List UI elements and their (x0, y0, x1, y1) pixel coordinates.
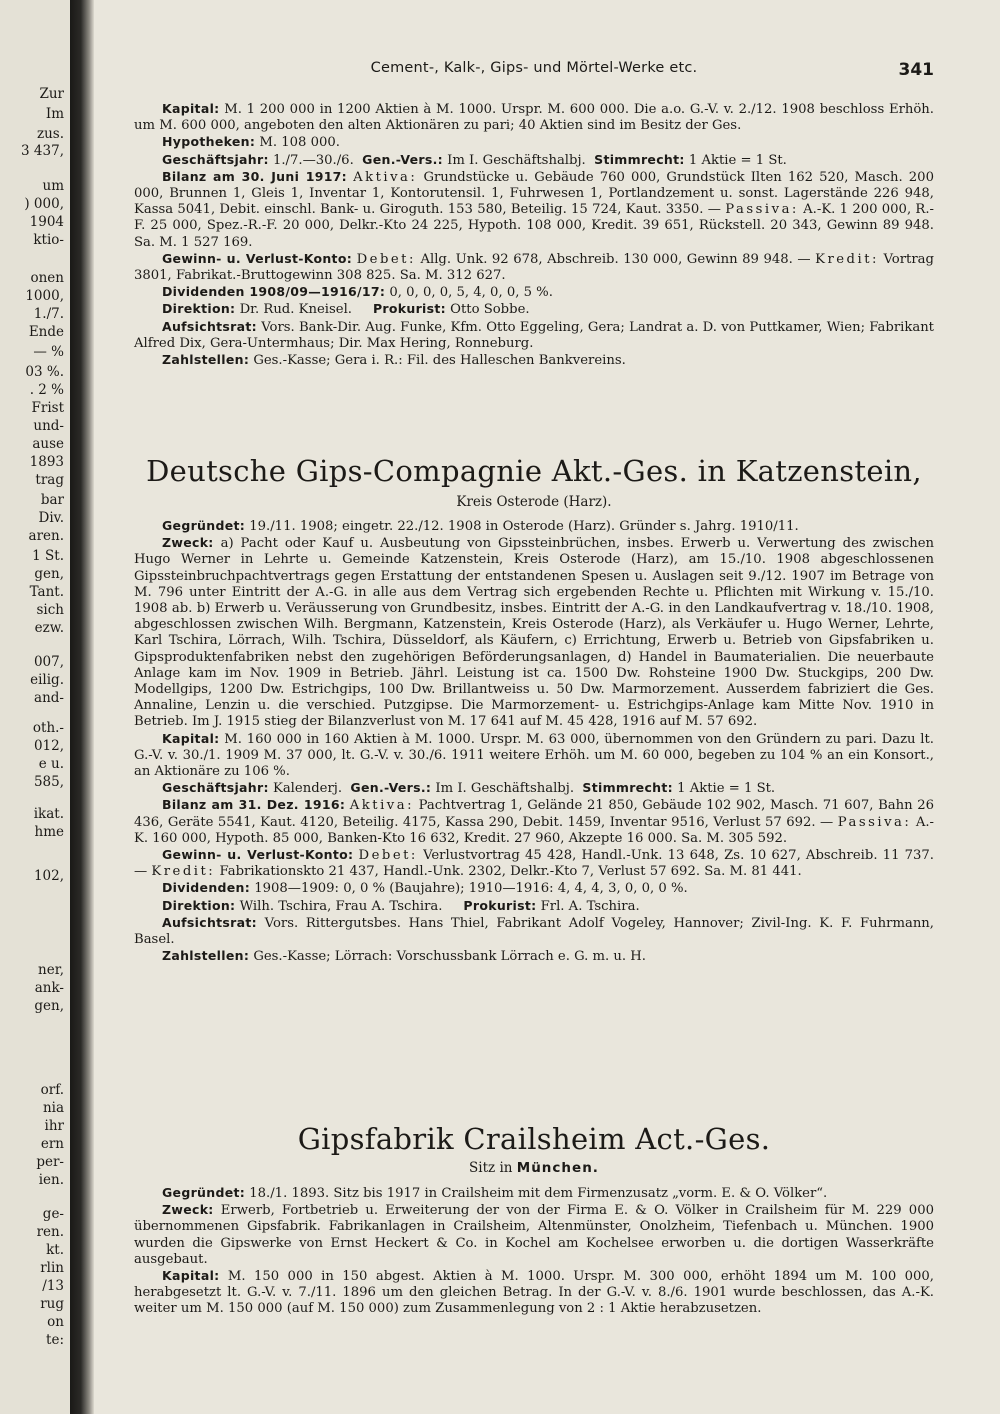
label-direktion: Direktion: (162, 301, 236, 317)
stimmrecht-text: 1 Aktie = 1 St. (677, 781, 776, 797)
zahlstellen-paragraph (134, 352, 934, 369)
prev-column-fragment: . 2 % (29, 382, 64, 398)
direktion-paragraph (134, 898, 934, 915)
prev-column-fragment: zus. (36, 126, 64, 142)
label-zweck: Zweck: (162, 1202, 214, 1218)
kapital-paragraph (134, 1268, 934, 1318)
book-gutter-shadow (70, 0, 94, 1414)
prev-column-fragment: ner, (38, 962, 64, 978)
prev-column-fragment: ) 000, (24, 196, 64, 212)
label-aufsichtsrat: Aufsichtsrat: (162, 914, 257, 930)
label-gewinn-verlust-konto: Gewinn- u. Verlust-Konto: (162, 250, 353, 266)
direktion-text: Wilh. Tschira, Frau A. Tschira. (239, 898, 443, 914)
geschaeftsjahr-paragraph (134, 152, 934, 169)
prev-column-fragment: e u. (38, 756, 64, 772)
prev-column-fragment: Frist (31, 400, 64, 416)
label-kredit: Kredit: (151, 864, 216, 880)
passiva-text: A.-K. 160 000, Hypoth. 85 000, Banken-Kto 16 632, Kredit. 27 960, Akzepte 16 000. Sa. M. 305 592. (134, 814, 934, 846)
prev-column-fragment: 03 %. (25, 364, 64, 380)
prev-column-fragment: trag (35, 472, 64, 488)
label-zahlstellen: Zahlstellen: (162, 352, 250, 368)
kapital-paragraph (134, 101, 934, 134)
prev-column-fragment: ren. (36, 1224, 64, 1240)
zweck-text: Erwerb, Fortbetrieb u. Erweiterung der von der Firma E. & O. Völker in Crailsheim für M. 229 000 übernommenen Gipsfabrik. Fabrikanlagen in Crailsheim, Altenmünster, Onolzheim, Tiefenbach u. München. 1900 wurden die Gipswerke von Ernst Heckert & Co. in Kochel am Kochelsee erworben u. die dortigen Wasserkräfte ausgebaut. (134, 1203, 934, 1267)
prev-column-fragment: 1904 (29, 214, 64, 230)
prev-column-fragment: ien. (38, 1172, 64, 1188)
prev-column-fragment: per- (36, 1154, 64, 1170)
subheading-sitz-label: Sitz in (469, 1160, 513, 1176)
zweck-paragraph (134, 1202, 934, 1268)
kapital-paragraph (134, 731, 934, 781)
label-passiva: Passiva: (725, 202, 799, 218)
company-subheading-deutsche-gips: Kreis Osterode (Harz). (456, 494, 612, 510)
kapital-text: M. 160 000 in 160 Aktien à M. 1000. Urspr. M. 63 000, übernommen von den Gründern zu pari. Dazu lt. G.-V. v. 30./1. 1909 M. 37 000, lt. G.-V. v. 30./6. 1911 weitere Erhöh. um M. 60 000, begeben zu 104 % an ein Konsort., an Aktionäre zu 106 %. (134, 731, 934, 780)
company-heading-gipsfabrik-crailsheim: Gipsfabrik Crailsheim Act.-Ges. (297, 1122, 771, 1156)
label-debet: Debet: (356, 251, 416, 267)
label-kapital: Kapital: (162, 730, 220, 746)
prev-column-fragment: /13 (42, 1278, 64, 1294)
gen-vers-text: Im I. Geschäftshalbj. (435, 781, 575, 797)
direktion-text: Dr. Rud. Kneisel. (239, 302, 352, 318)
label-dividenden: Dividenden: (162, 880, 251, 896)
previous-page-column-fragment (0, 0, 70, 1414)
gegruendet-text: 18./1. 1893. Sitz bis 1917 in Crailsheim mit dem Firmenzusatz „vorm. E. & O. Völker“. (249, 1186, 828, 1201)
prev-column-fragment: bar (40, 492, 64, 508)
company-heading-deutsche-gips: Deutsche Gips-Compagnie Akt.-Ges. in Katzenstein, (146, 454, 922, 488)
prev-column-fragment: on (47, 1314, 64, 1330)
kredit-text: Vortrag 3801, Fabrikat.-Bruttogewinn 308 825. Sa. M. 312 627. (134, 251, 934, 284)
label-aufsichtsrat: Aufsichtsrat: (162, 318, 257, 334)
label-zahlstellen: Zahlstellen: (162, 948, 250, 964)
label-direktion: Direktion: (162, 897, 236, 913)
gegruendet-paragraph (134, 518, 934, 535)
label-prokurist: Prokurist: (372, 301, 446, 317)
label-geschaeftsjahr: Geschäftsjahr: (162, 151, 269, 167)
entry-continued-top (134, 101, 934, 369)
direktion-paragraph (134, 301, 934, 318)
prev-column-fragment: — % (33, 344, 64, 360)
label-bilanz: Bilanz am 30. Juni 1917: (162, 168, 347, 184)
prev-column-fragment: 007, (33, 654, 64, 670)
debet-text: Verlustvortrag 45 428, Handl.-Unk. 13 648, Zs. 10 627, Abschreib. 11 737. — (134, 848, 934, 880)
prev-column-fragment: 1893 (29, 454, 64, 470)
geschaeftsjahr-paragraph (134, 780, 934, 797)
prev-column-fragment: eilig. (30, 672, 64, 688)
prev-column-fragment: kt. (46, 1242, 64, 1258)
zahlstellen-paragraph (134, 948, 934, 965)
label-gen-vers: Gen.-Vers.: (350, 780, 432, 796)
dividenden-paragraph (134, 880, 934, 897)
hypotheken-paragraph (134, 134, 934, 151)
prev-column-fragment: ank- (34, 980, 64, 996)
dividenden-text: 0, 0, 0, 0, 5, 4, 0, 0, 5 %. (389, 285, 553, 301)
prev-column-fragment: ause (32, 436, 64, 452)
label-geschaeftsjahr: Geschäftsjahr: (162, 780, 269, 796)
zahlstellen-text: Ges.-Kasse; Lörrach: Vorschussbank Lörrach e. G. m. u. H. (253, 949, 646, 965)
prev-column-fragment: 585, (33, 774, 64, 790)
prev-column-fragment: 1000, (25, 288, 64, 304)
prev-column-fragment: oth.- (32, 720, 64, 736)
label-gewinn-verlust-konto: Gewinn- u. Verlust-Konto: (162, 847, 354, 863)
prev-column-fragment: Div. (38, 510, 64, 526)
passiva-text: A.-K. 1 200 000, R.-F. 25 000, Spez.-R.-F. 20 000, Delkr.-Kto 24 225, Hypoth. 108 000, Kredit. 39 651, Rückstell. 20 343, Gewinn 89 948. Sa. M. 1 527 169. (134, 202, 934, 250)
gegruendet-text: 19./11. 1908; eingetr. 22./12. 1908 in Osterode (Harz). Gründer s. Jahrg. 1910/11. (249, 519, 799, 534)
hypotheken-text: M. 108 000. (259, 135, 340, 151)
company-subheading-gipsfabrik-crailsheim (134, 1160, 934, 1176)
label-aktiva: Aktiva: (349, 798, 415, 814)
label-debet: Debet: (358, 848, 418, 864)
entry-deutsche-gips (134, 518, 934, 965)
prev-column-fragment: nia (42, 1100, 64, 1116)
zweck-paragraph (134, 535, 934, 730)
prev-column-fragment: gen, (34, 566, 64, 582)
label-dividenden: Dividenden 1908/09—1916/17: (162, 284, 386, 300)
prev-column-fragment: ktio- (33, 232, 64, 248)
geschaeftsjahr-text: Kalenderj. (272, 781, 343, 797)
gewinn-verlust-paragraph (134, 847, 934, 880)
stimmrecht-text: 1 Aktie = 1 St. (688, 152, 787, 168)
prev-column-fragment: Im (45, 106, 64, 122)
running-header-title: Cement-, Kalk-, Gips- und Mörtel-Werke etc. (370, 60, 698, 76)
prev-column-fragment: ikat. (33, 806, 64, 822)
label-stimmrecht: Stimmrecht: (582, 780, 673, 796)
prokurist-text: Otto Sobbe. (450, 302, 530, 318)
aufsichtsrat-paragraph (134, 319, 934, 352)
prev-column-fragment: 1./7. (33, 306, 64, 322)
aufsichtsrat-text: Vors. Rittergutsbes. Hans Thiel, Fabrikant Adolf Vogeley, Hannover; Zivil-Ing. K. F. Fuhrmann, Basel. (134, 915, 934, 948)
prev-column-fragment: te: (46, 1332, 64, 1348)
label-gegruendet: Gegründet: (162, 518, 246, 533)
page-number: 341 (898, 60, 934, 80)
aktiva-text: Grundstücke u. Gebäude 760 000, Grundstück Ilten 162 520, Masch. 200 000, Brunnen 1, Gleis 1, Inventar 1, Kontorutensil. 1, Fuhrwesen 1, Portlandzement u. sonst. Lagerstände 226 948, Kassa 5041, Debit. einschl. Bank- u. Giroguth. 153 580, Beteilig. 15 724, Kaut. 3350. — (134, 169, 934, 218)
label-bilanz: Bilanz am 31. Dez. 1916: (162, 797, 346, 813)
prev-column-fragment: ern (40, 1136, 64, 1152)
prev-column-fragment: hme (34, 824, 64, 840)
bilanz-paragraph (134, 169, 934, 251)
kredit-text: Fabrikationskto 21 437, Handl.-Unk. 2302, Delkr.-Kto 7, Verlust 57 692. Sa. M. 81 441. (219, 864, 802, 880)
kapital-text: M. 1 200 000 in 1200 Aktien à M. 1000. Urspr. M. 600 000. Die a.o. G.-V. v. 2./12. 1908 beschloss Erhöh. um M. 600 000, angeboten den alten Aktionären zu pari; 40 Aktien sind im Besitz der Ges. (134, 102, 934, 134)
prev-column-fragment: and- (34, 690, 64, 706)
prev-column-fragment: 1 St. (32, 548, 64, 564)
gen-vers-text: Im I. Geschäftshalbj. (447, 152, 586, 168)
prokurist-text: Frl. A. Tschira. (540, 898, 640, 914)
label-stimmrecht: Stimmrecht: (594, 151, 685, 167)
prev-column-fragment: und- (33, 418, 64, 434)
geschaeftsjahr-text: 1./7.—30./6. (272, 152, 354, 168)
prev-column-fragment: onen (30, 270, 64, 286)
prev-column-fragment: 012, (33, 738, 64, 754)
aufsichtsrat-text: Vors. Bank-Dir. Aug. Funke, Kfm. Otto Eggeling, Gera; Landrat a. D. von Puttkamer, Wien; Fabrikant Alfred Dix, Gera-Untermhaus; Dir. Max Hering, Ronneburg. (134, 319, 934, 351)
bilanz-paragraph (134, 797, 934, 847)
running-header (134, 60, 934, 84)
label-hypotheken: Hypotheken: (162, 134, 256, 150)
label-kapital: Kapital: (162, 1268, 220, 1284)
kapital-text: M. 150 000 in 150 abgest. Aktien à M. 1000. Urspr. M. 300 000, erhöht 1894 um M. 100 000, herabgesetzt lt. G.-V. v. 7./11. 1896 um den gleichen Betrag. In der G.-V. v. 8./6. 1901 wurde beschlossen, das A.-K. weiter um M. 150 000 (auf M. 150 000) zum Zusammenlegung von 2 : 1 Aktie herabzusetzen. (134, 1269, 934, 1317)
label-aktiva: Aktiva: (353, 169, 418, 185)
label-gen-vers: Gen.-Vers.: (362, 151, 443, 167)
prev-column-fragment: rlin (40, 1260, 64, 1276)
prev-column-fragment: ge- (42, 1206, 64, 1222)
prev-column-fragment: ezw. (34, 620, 64, 636)
prev-column-fragment: 3 437, (21, 143, 64, 159)
prev-column-fragment: sich (36, 602, 64, 618)
aktiva-text: Pachtvertrag 1, Gelände 21 850, Gebäude 102 902, Masch. 71 607, Bahn 26 436, Geräte 5541, Kaut. 4120, Beteilig. 4175, Kassa 290, Debit. 1459, Inventar 9516, Verlust 57 692. — (134, 798, 934, 830)
prev-column-fragment: Tant. (29, 584, 64, 600)
prev-column-fragment: orf. (40, 1082, 64, 1098)
debet-text: Allg. Unk. 92 678, Abschreib. 130 000, Gewinn 89 948. — (420, 251, 811, 267)
zweck-text: a) Pacht oder Kauf u. Ausbeutung von Gipssteinbrüchen, insbes. Erwerb u. Verwertung des zwischen Hugo Werner in Lehrte u. Gemeinde Katzenstein, Kreis Osterode (Harz), am 15./10. 1908 abgeschlossenen Gipssteinbruchpachtvertrags gegen Erstattung der entstandenen Spesen u. Auslagen seit 9./12. 1907 im Betrage von M. 796 unter Eintritt der A.-G. in alle aus dem Vertrag sich ergebenden Rechte u. Pflichten mit Wirkung v. 15./10. 1908 ab. b) Erwerb u. Veräusserung von Grundbesitz, insbes. Eintritt der A.-G. in den Landkaufvertrag v. 18./10. 1908, abgeschlossen zwischen Wilh. Bergmann, Katzenstein, Kreis Osterode (Harz), als Verkäufer u. Hugo Werner, Lehrte, Karl Tschira, Lörrach, Wilh. Tschira, Düsseldorf, als Käufern, c) Errichtung, Erwerb u. Betrieb von Gipsfabriken u. Gipsproduktenfabriken nebst den zugehörigen Beförderungsanlagen, d) Handel in Baumaterialien. Die neuerbaute Anlage kam im Nov. 1909 in Betrieb. Jährl. Leistung ist ca. 1500 Dw. Rohsteine 1900 Dw. Stuckgips, 200 Dw. Modellgips, 1200 Dw. Estrichgips, 100 Dw. Brillantweiss u. 50 Dw. Marmorzement. Ausserdem fabriziert die Ges. Annaline, Lenzin u. die verschied. Putzgipse. Die Marmorzement- u. Estrichgips-Anlage kam Mitte Nov. 1910 in Betrieb. Im J. 1915 stieg der Bilanzverlust von M. 17 641 auf M. 45 428, 1916 auf M. 57 692. (134, 536, 934, 730)
gewinn-verlust-paragraph (134, 251, 934, 284)
zahlstellen-text: Ges.-Kasse; Gera i. R.: Fil. des Halleschen Bankvereins. (253, 353, 626, 369)
prev-column-fragment: rug (40, 1296, 64, 1312)
label-kredit: Kredit: (815, 251, 879, 267)
prev-column-fragment: ihr (44, 1118, 64, 1134)
label-zweck: Zweck: (162, 535, 214, 551)
dividenden-paragraph (134, 284, 934, 301)
prev-column-fragment: 102, (33, 868, 64, 884)
label-passiva: Passiva: (837, 814, 912, 830)
subheading-city: München. (516, 1160, 599, 1176)
label-kapital: Kapital: (162, 101, 220, 116)
label-prokurist: Prokurist: (463, 897, 537, 913)
prev-column-fragment: um (42, 178, 64, 194)
label-gegruendet: Gegründet: (162, 1185, 246, 1200)
gegruendet-paragraph (134, 1185, 934, 1202)
prev-column-fragment: Ende (28, 324, 64, 340)
prev-column-fragment: aren. (28, 528, 64, 544)
dividenden-text: 1908—1909: 0, 0 % (Baujahre); 1910—1916: 4, 4, 4, 3, 0, 0, 0 %. (254, 881, 688, 897)
prev-column-fragment: gen, (34, 998, 64, 1014)
entry-gipsfabrik-crailsheim (134, 1185, 934, 1318)
aufsichtsrat-paragraph (134, 915, 934, 948)
prev-column-fragment: Zur (39, 86, 64, 102)
